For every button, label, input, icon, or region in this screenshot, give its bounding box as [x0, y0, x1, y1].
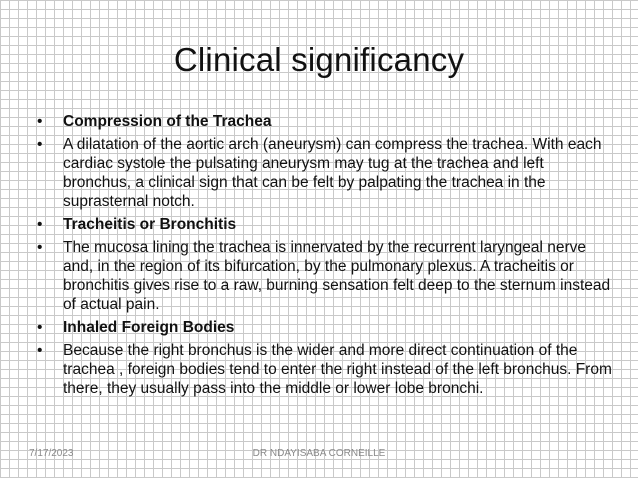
footer-author: DR NDAYISABA CORNEILLE: [252, 448, 386, 459]
bullet-icon: •: [37, 342, 43, 359]
bullet-text: The mucosa lining the trachea is innervated by the recurrent laryngeal nerve and, in the region of its bifurcation, by the pulmonary plexus. A tracheitis or bronchitis gives rise to a raw, burning sensation felt deep to the sternum instead of actual pain.: [63, 239, 611, 313]
bullet-item: [36, 341, 616, 398]
bullet-item: [36, 318, 616, 337]
bullet-icon: •: [37, 113, 43, 130]
bullet-icon: •: [37, 319, 43, 336]
bullet-heading: Compression of the Trachea: [63, 113, 272, 130]
bullet-icon: •: [37, 216, 43, 233]
bullet-item: [36, 135, 616, 211]
bullet-icon: •: [37, 136, 43, 153]
slide-title: Clinical significancy: [173, 41, 465, 78]
bullet-text: A dilatation of the aortic arch (aneurysm) can compress the trachea. With each cardiac systole the pulsating aneurysm may tug at the trachea and left bronchus, a clinical sign that can be felt by palpating the trachea in the suprasternal notch.: [63, 136, 602, 210]
bullet-text: Because the right bronchus is the wider and more direct continuation of the trachea , foreign bodies tend to enter the right instead of the left bronchus. From there, they usually pass into the middle or lower lobe bronchi.: [63, 342, 612, 397]
bullet-heading: Tracheitis or Bronchitis: [63, 216, 237, 233]
bullet-item: [36, 112, 616, 131]
bullet-item: [36, 215, 616, 234]
bullet-icon: •: [37, 239, 43, 256]
bullet-item: [36, 238, 616, 314]
bullet-list: [36, 112, 616, 402]
footer-date: 7/17/2023: [29, 448, 74, 459]
bullet-heading: Inhaled Foreign Bodies: [63, 319, 235, 336]
